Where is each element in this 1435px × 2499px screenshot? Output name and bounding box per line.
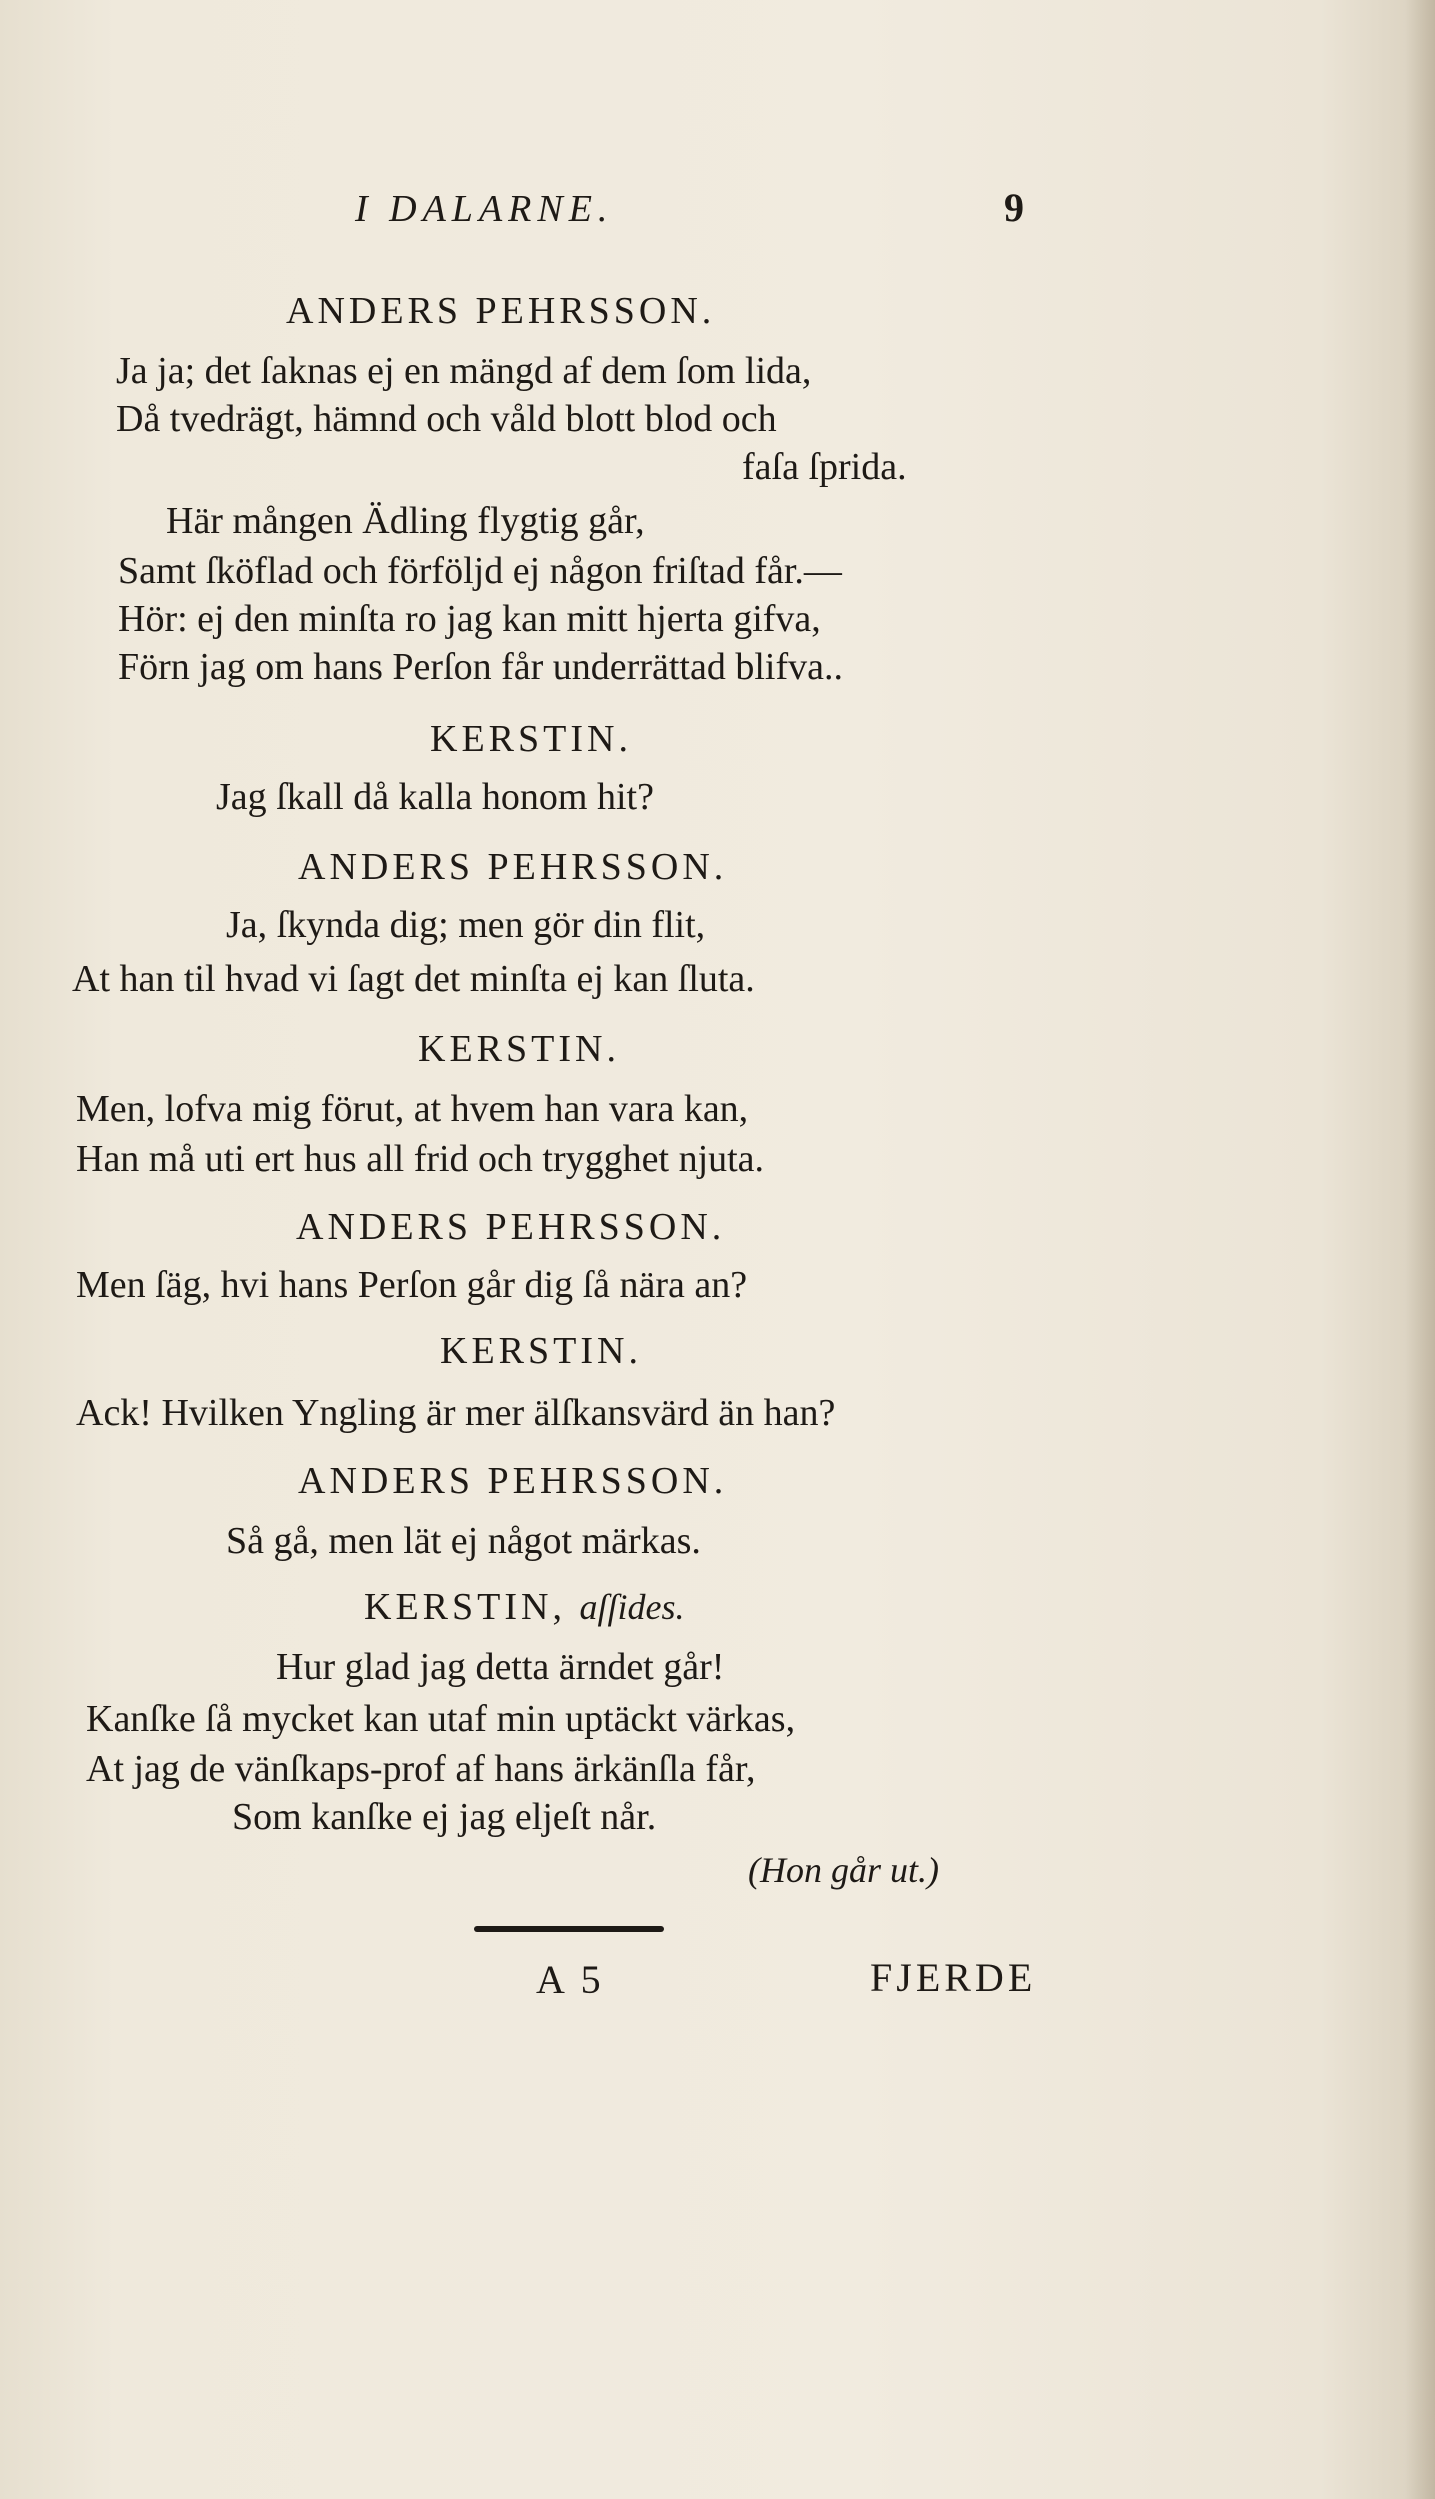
verse-line: Men ſäg, hvi hans Perſon går dig ſå nära an? (76, 1264, 748, 1306)
verse-line: Ja, ſkynda dig; men gör din flit, (226, 904, 706, 946)
verse-line: Ja ja; det ſaknas ej en mängd af dem ſom lida, (116, 350, 812, 392)
speaker-label: KERSTIN, (364, 1586, 566, 1628)
verse-line: Här mången Ädling flygtig går, (166, 500, 645, 542)
verse-line: Samt ſköflad och förföljd ej någon friſtad får.— (118, 550, 842, 592)
verse-line: Hur glad jag detta ärndet går! (276, 1646, 725, 1688)
stage-direction: (Hon går ut.) (748, 1850, 939, 1890)
speaker-name: ANDERS PEHRSSON. (298, 846, 728, 888)
verse-line: At han til hvad vi ſagt det minſta ej kan ſluta. (72, 958, 755, 1000)
verse-line: faſa ſprida. (742, 446, 907, 488)
page-number: 9 (1004, 185, 1024, 230)
verse-line: Hör: ej den minſta ro jag kan mitt hjerta gifva, (118, 598, 821, 640)
verse-line: Jag ſkall då kalla honom hit? (216, 776, 654, 818)
speaker-name: ANDERS PEHRSSON. (298, 1460, 728, 1502)
running-header: I DALARNE. (355, 188, 614, 230)
section-rule (474, 1926, 664, 1932)
speaker-name: KERSTIN. (418, 1028, 620, 1070)
page-edge-shadow (1405, 0, 1435, 2499)
verse-line: Ack! Hvilken Yngling är mer älſkansvärd än han? (76, 1392, 836, 1434)
aside-direction: aſſides. (579, 1587, 685, 1627)
speaker-name (364, 1588, 684, 1626)
verse-line: Då tvedrägt, hämnd och våld blott blod och (116, 398, 777, 440)
verse-line: Han må uti ert hus all frid och trygghet njuta. (76, 1138, 765, 1180)
speaker-name: KERSTIN. (430, 718, 632, 760)
catchword: FJERDE (870, 1955, 1037, 2000)
speaker-name: KERSTIN. (440, 1330, 642, 1372)
speaker-name: ANDERS PEHRSSON. (286, 290, 716, 332)
verse-line: Förn jag om hans Perſon får underrättad blifva.. (118, 646, 843, 688)
verse-line: At jag de vänſkaps-prof af hans ärkänſla får, (86, 1748, 756, 1790)
verse-line: Men, lofva mig förut, at hvem han vara kan, (76, 1088, 749, 1130)
speaker-name: ANDERS PEHRSSON. (296, 1206, 726, 1248)
verse-line: Så gå, men lät ej något märkas. (226, 1520, 701, 1562)
verse-line: Som kanſke ej jag eljeſt når. (232, 1796, 657, 1838)
signature-mark: A 5 (536, 1957, 605, 2002)
verse-line: Kanſke ſå mycket kan utaf min uptäckt värkas, (86, 1698, 796, 1740)
